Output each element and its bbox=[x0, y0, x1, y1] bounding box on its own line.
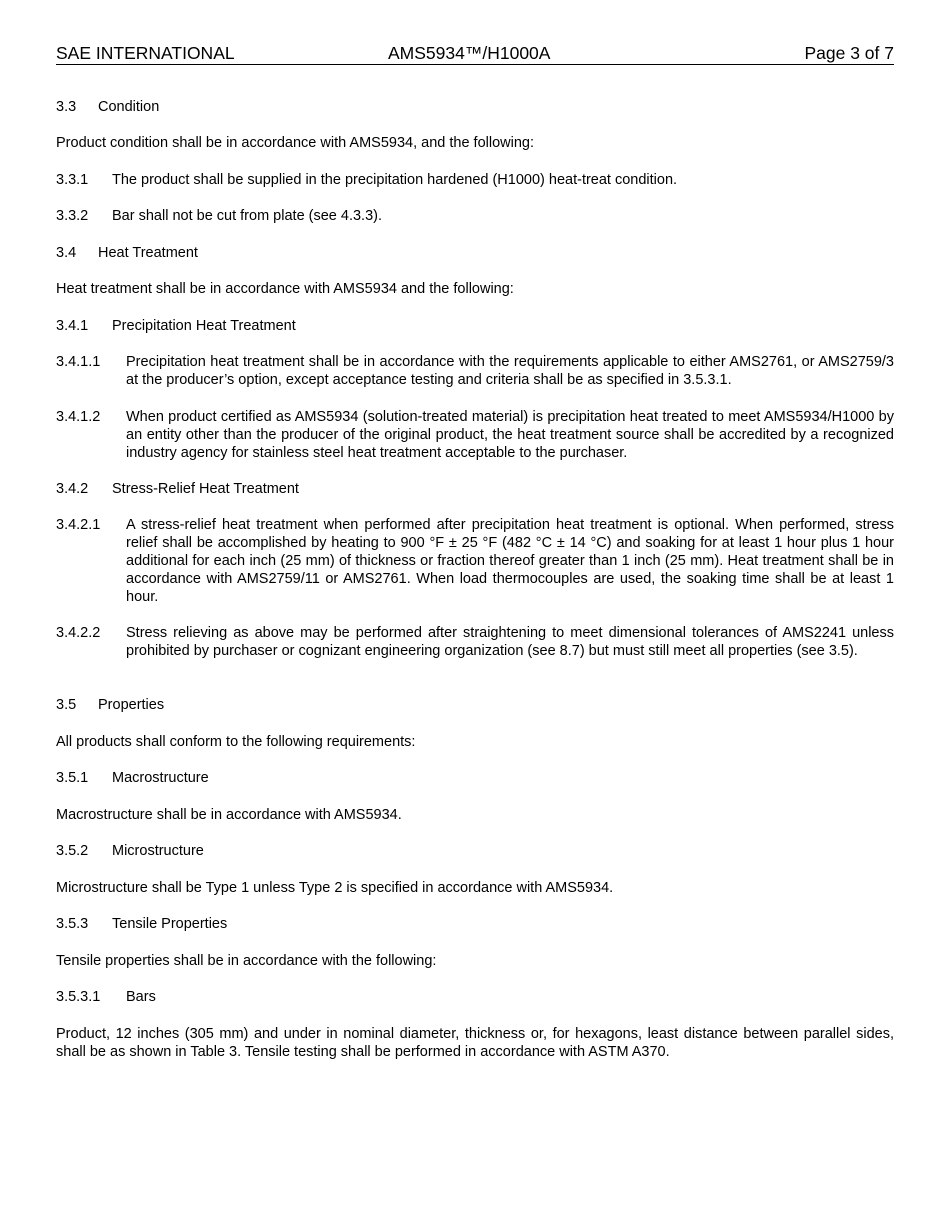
section-3-3-heading bbox=[56, 98, 894, 116]
section-3-5-3-1-text: Product, 12 inches (305 mm) and under in nominal diameter, thickness or, for hexagons, least distance between parallel sides, shall be as shown in Table 3. Tensile testing shall be performed in accordance with ASTM A370. bbox=[56, 1026, 894, 1060]
section-number: 3.3.2 bbox=[56, 208, 89, 224]
section-text: A stress-relief heat treatment when performed after precipitation heat treatment is optional. When performed, stress relief shall be accomplished by heating to 900 °F ± 25 °F (482 °C ± 14 °C) and soaking for at least 1 hour plus 1 hour additional for each inch (25 mm) of thickness or fraction thereof greater than 1 inch (25 mm). Heat treatment shall be in accordance with AMS2759/11 or AMS2761. When load thermocouples are used, the soaking time shall be at least 1 hour. bbox=[126, 517, 894, 605]
section-number: 3.4.2.2 bbox=[56, 625, 101, 641]
section-3-5-intro: All products shall conform to the following requirements: bbox=[56, 734, 416, 750]
section-number: 3.5 bbox=[56, 697, 77, 713]
section-number: 3.5.3 bbox=[56, 916, 89, 932]
section-3-4-1-1 bbox=[56, 353, 894, 389]
section-number: 3.4.1.1 bbox=[56, 354, 101, 370]
section-3-5-3-text: Tensile properties shall be in accordance with the following: bbox=[56, 953, 437, 969]
section-3-4-intro: Heat treatment shall be in accordance with AMS5934 and the following: bbox=[56, 281, 514, 297]
section-3-5-heading bbox=[56, 696, 894, 714]
header-organization: SAE INTERNATIONAL bbox=[56, 43, 235, 63]
section-3-3-1 bbox=[56, 171, 894, 189]
header-page-number: Page 3 of 7 bbox=[804, 43, 894, 63]
section-number: 3.4.2 bbox=[56, 481, 89, 497]
section-number: 3.5.2 bbox=[56, 843, 89, 859]
section-3-5-2-heading bbox=[56, 842, 894, 860]
section-number: 3.3.1 bbox=[56, 172, 89, 188]
section-title: Properties bbox=[98, 697, 165, 713]
section-number: 3.4.1 bbox=[56, 318, 89, 334]
section-text: The product shall be supplied in the precipitation hardened (H1000) heat-treat condition. bbox=[112, 172, 678, 188]
section-title: Heat Treatment bbox=[98, 245, 198, 261]
section-number: 3.3 bbox=[56, 99, 77, 115]
section-title: Macrostructure bbox=[112, 770, 209, 786]
section-3-5-1-heading bbox=[56, 769, 894, 787]
section-number: 3.4 bbox=[56, 245, 77, 261]
section-3-5-3-heading bbox=[56, 915, 894, 933]
section-3-5-2-text: Microstructure shall be Type 1 unless Type 2 is specified in accordance with AMS5934. bbox=[56, 880, 614, 896]
section-title: Bars bbox=[126, 989, 156, 1005]
header-document-id: AMS5934™/H1000A bbox=[388, 43, 551, 63]
section-3-4-2-1 bbox=[56, 516, 894, 606]
section-3-3-2 bbox=[56, 207, 894, 225]
section-title: Tensile Properties bbox=[112, 916, 228, 932]
section-3-3-intro: Product condition shall be in accordance with AMS5934, and the following: bbox=[56, 135, 534, 151]
section-3-4-2-2 bbox=[56, 624, 894, 660]
section-3-4-heading bbox=[56, 244, 894, 262]
section-3-4-1-2 bbox=[56, 408, 894, 462]
section-3-5-3-1-heading bbox=[56, 988, 894, 1006]
section-number: 3.5.3.1 bbox=[56, 989, 101, 1005]
section-text: Stress relieving as above may be performed after straightening to meet dimensional tolerances of AMS2241 unless prohibited by purchaser or cognizant engineering organization (see 8.7) but must still meet all properties (see 3.5). bbox=[126, 625, 894, 659]
section-text: Bar shall not be cut from plate (see 4.3.3). bbox=[112, 208, 382, 224]
page-header bbox=[56, 43, 894, 65]
section-number: 3.4.2.1 bbox=[56, 517, 101, 533]
section-title: Stress-Relief Heat Treatment bbox=[112, 481, 299, 497]
section-3-4-2-heading bbox=[56, 480, 894, 498]
section-3-4-1-heading bbox=[56, 317, 894, 335]
section-title: Precipitation Heat Treatment bbox=[112, 318, 296, 334]
section-text: When product certified as AMS5934 (solution-treated material) is precipitation heat treated to meet AMS5934/H1000 by an entity other than the producer of the original product, the heat treatment source shall be accredited by a recognized industry agency for stainless steel heat treatment acceptable to the purchaser. bbox=[126, 409, 894, 461]
section-number: 3.5.1 bbox=[56, 770, 89, 786]
section-title: Microstructure bbox=[112, 843, 204, 859]
section-3-5-1-text: Macrostructure shall be in accordance with AMS5934. bbox=[56, 807, 402, 823]
section-title: Condition bbox=[98, 99, 160, 115]
section-text: Precipitation heat treatment shall be in accordance with the requirements applicable to either AMS2761, or AMS2759/3 at the producer’s option, except acceptance testing and criteria shall be as specified in 3.5.3.1. bbox=[126, 354, 894, 388]
section-number: 3.4.1.2 bbox=[56, 409, 101, 425]
